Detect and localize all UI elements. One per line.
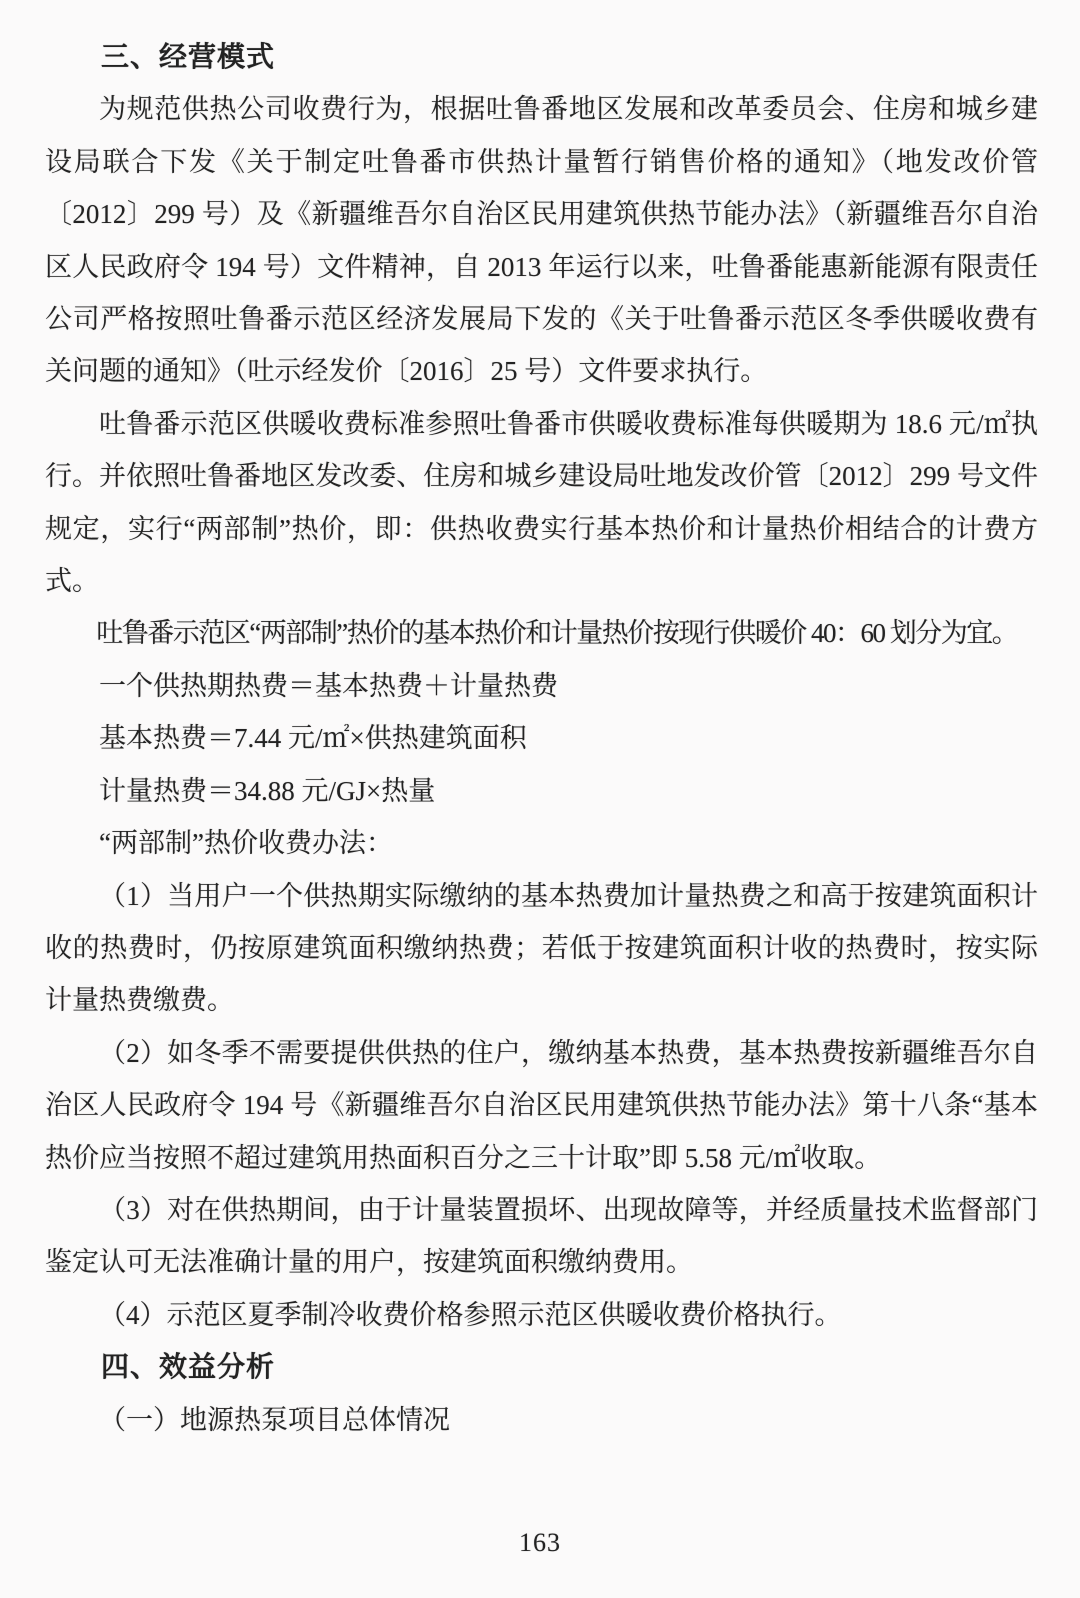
section-4-sub-heading: （一）地源热泵项目总体情况 [99, 1404, 450, 1435]
section-3-price-split-line: 吐鲁番示范区“两部制”热价的基本热价和计量热价按现行供暖价 40：60 划分为宜。 [96, 618, 1018, 649]
section-3-pricing-paragraph: 吐鲁番示范区供暖收费标准参照吐鲁番市供暖收费标准每供暖期为 18.6 元/㎡执行。并依照吐鲁番地区发改委、住房和城乡建设局吐地发改价管〔2012〕299 号文件规定，实行“两部制”热价，即：供热收费实行基本热价和计量热价相结合的计费方式。 [45, 408, 1038, 597]
method-item-2: （2）如冬季不需要提供供热的住户，缴纳基本热费，基本热费按新疆维吾尔自治区人民政府令 194 号《新疆维吾尔自治区民用建筑供热节能办法》第十八条“基本热价应当按照不超过建筑用热面积百分之三十计取”即 5.58 元/㎡收取。 [45, 1037, 1038, 1173]
section-3-intro-paragraph: 为规范供热公司收费行为，根据吐鲁番地区发展和改革委员会、住房和城乡建设局联合下发《关于制定吐鲁番市供热计量暂行销售价格的通知》（地发改价管〔2012〕299 号）及《新疆维吾尔自治区民用建筑供热节能办法》（新疆维吾尔自治区人民政府令 194 号）文件精神，自 2013 年运行以来，吐鲁番能惠新能源有限责任公司严格按照吐鲁番示范区经济发展局下发的《关于吐鲁番示范区冬季供暖收费有关问题的通知》（吐示经发价〔2016〕25 号）文件要求执行。 [45, 94, 1038, 387]
method-item-3: （3）对在供热期间，由于计量装置损坏、出现故障等，并经质量技术监督部门鉴定认可无法准确计量的用户，按建筑面积缴纳费用。 [45, 1194, 1038, 1278]
formula-metered-heat-fee: 计量热费＝34.88 元/GJ×热量 [99, 775, 436, 806]
method-item-4: （4）示范区夏季制冷收费价格参照示范区供暖收费价格执行。 [99, 1299, 842, 1330]
page-number: 163 [519, 1528, 561, 1557]
section-4-heading: 四、效益分析 [101, 1351, 276, 1383]
formula-basic-heat-fee: 基本热费＝7.44 元/㎡×供热建筑面积 [99, 723, 527, 754]
two-part-method-title: “两部制”热价收费办法： [99, 828, 393, 859]
formula-total-heat-fee: 一个供热期热费＝基本热费＋计量热费 [99, 670, 558, 701]
method-item-1: （1）当用户一个供热期实际缴纳的基本热费加计量热费之和高于按建筑面积计收的热费时，仍按原建筑面积缴纳热费；若低于按建筑面积计收的热费时，按实际计量热费缴费。 [45, 880, 1038, 1016]
section-3-heading: 三、经营模式 [101, 41, 276, 72]
